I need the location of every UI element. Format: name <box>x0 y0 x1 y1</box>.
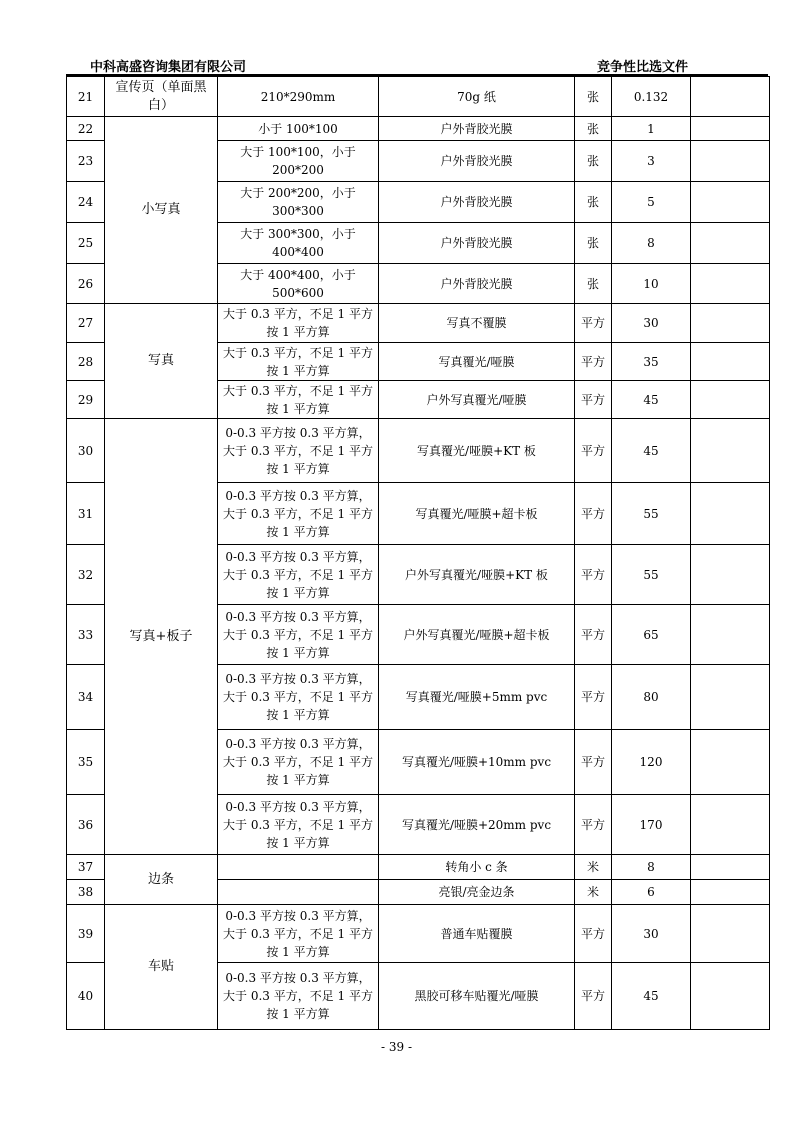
unit-cell: 张 <box>575 77 612 117</box>
unit-cell: 平方 <box>575 381 612 419</box>
remark-cell <box>691 117 770 141</box>
spec-cell: 大于 400*400，小于 500*600 <box>218 264 379 304</box>
row-number: 26 <box>67 264 105 304</box>
spec-cell: 210*290mm <box>218 77 379 117</box>
material-cell: 写真不覆膜 <box>379 304 575 343</box>
row-number: 23 <box>67 141 105 182</box>
price-cell: 65 <box>612 605 691 665</box>
spec-cell: 大于 100*100，小于 200*200 <box>218 141 379 182</box>
header-doc-type: 竞争性比选文件 <box>596 60 688 75</box>
header-company: 中科高盛咨询集团有限公司 <box>90 60 247 75</box>
remark-cell <box>691 880 770 905</box>
table-row <box>67 905 770 963</box>
price-cell: 5 <box>612 182 691 223</box>
material-cell: 写真覆光/哑膜+10mm pvc <box>379 730 575 795</box>
unit-cell: 平方 <box>575 605 612 665</box>
row-number: 29 <box>67 381 105 419</box>
category-cell: 写真+板子 <box>105 419 218 855</box>
row-number: 39 <box>67 905 105 963</box>
material-cell: 普通车贴覆膜 <box>379 905 575 963</box>
material-cell: 户外背胶光膜 <box>379 223 575 264</box>
row-number: 30 <box>67 419 105 483</box>
price-cell: 30 <box>612 304 691 343</box>
price-cell: 45 <box>612 963 691 1030</box>
spec-cell: 大于 300*300，小于 400*400 <box>218 223 379 264</box>
material-cell: 写真覆光/哑膜 <box>379 343 575 381</box>
spec-cell <box>218 855 379 880</box>
price-cell: 55 <box>612 545 691 605</box>
spec-cell <box>218 880 379 905</box>
row-number: 22 <box>67 117 105 141</box>
table-row <box>67 304 770 343</box>
remark-cell <box>691 905 770 963</box>
price-cell: 8 <box>612 855 691 880</box>
row-number: 28 <box>67 343 105 381</box>
table-row <box>67 855 770 880</box>
unit-cell: 米 <box>575 880 612 905</box>
unit-cell: 平方 <box>575 665 612 730</box>
spec-cell: 0-0.3 平方按 0.3 平方算，大于 0.3 平方，不足 1 平方按 1 平方算 <box>218 905 379 963</box>
spec-cell: 0-0.3 平方按 0.3 平方算，大于 0.3 平方，不足 1 平方按 1 平方算 <box>218 665 379 730</box>
unit-cell: 张 <box>575 141 612 182</box>
remark-cell <box>691 182 770 223</box>
remark-cell <box>691 855 770 880</box>
price-cell: 45 <box>612 419 691 483</box>
price-cell: 55 <box>612 483 691 545</box>
unit-cell: 张 <box>575 117 612 141</box>
material-cell: 写真覆光/哑膜+超卡板 <box>379 483 575 545</box>
row-number: 34 <box>67 665 105 730</box>
remark-cell <box>691 665 770 730</box>
spec-cell: 0-0.3 平方按 0.3 平方算，大于 0.3 平方，不足 1 平方按 1 平方算 <box>218 545 379 605</box>
spec-cell: 0-0.3 平方按 0.3 平方算，大于 0.3 平方，不足 1 平方按 1 平方算 <box>218 963 379 1030</box>
remark-cell <box>691 419 770 483</box>
spec-cell: 0-0.3 平方按 0.3 平方算，大于 0.3 平方，不足 1 平方按 1 平方算 <box>218 605 379 665</box>
spec-cell: 0-0.3 平方按 0.3 平方算，大于 0.3 平方，不足 1 平方按 1 平方算 <box>218 730 379 795</box>
material-cell: 户外背胶光膜 <box>379 264 575 304</box>
table-row <box>67 117 770 141</box>
unit-cell: 平方 <box>575 343 612 381</box>
category-cell: 边条 <box>105 855 218 905</box>
material-cell: 转角小 c 条 <box>379 855 575 880</box>
price-cell: 6 <box>612 880 691 905</box>
row-number: 35 <box>67 730 105 795</box>
row-number: 38 <box>67 880 105 905</box>
row-number: 25 <box>67 223 105 264</box>
category-cell: 写真 <box>105 304 218 419</box>
remark-cell <box>691 77 770 117</box>
unit-cell: 平方 <box>575 795 612 855</box>
row-number: 27 <box>67 304 105 343</box>
unit-cell: 平方 <box>575 483 612 545</box>
material-cell: 户外背胶光膜 <box>379 182 575 223</box>
row-number: 31 <box>67 483 105 545</box>
spec-cell: 0-0.3 平方按 0.3 平方算，大于 0.3 平方，不足 1 平方按 1 平方算 <box>218 419 379 483</box>
price-cell: 0.132 <box>612 77 691 117</box>
remark-cell <box>691 381 770 419</box>
material-cell: 户外写真覆光/哑膜 <box>379 381 575 419</box>
material-cell: 户外写真覆光/哑膜+KT 板 <box>379 545 575 605</box>
row-number: 32 <box>67 545 105 605</box>
row-number: 37 <box>67 855 105 880</box>
remark-cell <box>691 304 770 343</box>
unit-cell: 平方 <box>575 905 612 963</box>
price-cell: 80 <box>612 665 691 730</box>
price-cell: 10 <box>612 264 691 304</box>
remark-cell <box>691 483 770 545</box>
price-cell: 170 <box>612 795 691 855</box>
material-cell: 写真覆光/哑膜+20mm pvc <box>379 795 575 855</box>
table-row <box>67 419 770 483</box>
unit-cell: 张 <box>575 264 612 304</box>
material-cell: 黑胶可移车贴覆光/哑膜 <box>379 963 575 1030</box>
unit-cell: 平方 <box>575 963 612 1030</box>
remark-cell <box>691 795 770 855</box>
remark-cell <box>691 963 770 1030</box>
category-cell: 小写真 <box>105 117 218 304</box>
row-number: 40 <box>67 963 105 1030</box>
spec-cell: 大于 200*200，小于 300*300 <box>218 182 379 223</box>
category-cell: 车贴 <box>105 905 218 1030</box>
unit-cell: 平方 <box>575 304 612 343</box>
price-cell: 35 <box>612 343 691 381</box>
spec-cell: 0-0.3 平方按 0.3 平方算，大于 0.3 平方，不足 1 平方按 1 平方算 <box>218 795 379 855</box>
unit-cell: 张 <box>575 182 612 223</box>
price-cell: 3 <box>612 141 691 182</box>
remark-cell <box>691 223 770 264</box>
price-cell: 8 <box>612 223 691 264</box>
page-number: - 39 - <box>380 1040 412 1054</box>
row-number: 36 <box>67 795 105 855</box>
material-cell: 写真覆光/哑膜+KT 板 <box>379 419 575 483</box>
remark-cell <box>691 605 770 665</box>
remark-cell <box>691 141 770 182</box>
remark-cell <box>691 343 770 381</box>
material-cell: 写真覆光/哑膜+5mm pvc <box>379 665 575 730</box>
remark-cell <box>691 545 770 605</box>
unit-cell: 平方 <box>575 545 612 605</box>
price-cell: 1 <box>612 117 691 141</box>
remark-cell <box>691 264 770 304</box>
material-cell: 户外背胶光膜 <box>379 141 575 182</box>
remark-cell <box>691 730 770 795</box>
row-number: 21 <box>67 77 105 117</box>
spec-cell: 大于 0.3 平方，不足 1 平方按 1 平方算 <box>218 304 379 343</box>
spec-cell: 大于 0.3 平方，不足 1 平方按 1 平方算 <box>218 381 379 419</box>
material-cell: 户外写真覆光/哑膜+超卡板 <box>379 605 575 665</box>
spec-cell: 大于 0.3 平方，不足 1 平方按 1 平方算 <box>218 343 379 381</box>
unit-cell: 平方 <box>575 730 612 795</box>
price-cell: 30 <box>612 905 691 963</box>
unit-cell: 平方 <box>575 419 612 483</box>
row-number: 24 <box>67 182 105 223</box>
row-number: 33 <box>67 605 105 665</box>
price-cell: 120 <box>612 730 691 795</box>
material-cell: 亮银/亮金边条 <box>379 880 575 905</box>
unit-cell: 米 <box>575 855 612 880</box>
spec-cell: 0-0.3 平方按 0.3 平方算，大于 0.3 平方，不足 1 平方按 1 平方算 <box>218 483 379 545</box>
material-cell: 70g 纸 <box>379 77 575 117</box>
unit-cell: 张 <box>575 223 612 264</box>
price-table <box>66 76 770 1030</box>
material-cell: 户外背胶光膜 <box>379 117 575 141</box>
table-row <box>67 77 770 117</box>
category-cell: 宣传页（单面黑白） <box>105 77 218 117</box>
spec-cell: 小于 100*100 <box>218 117 379 141</box>
price-cell: 45 <box>612 381 691 419</box>
